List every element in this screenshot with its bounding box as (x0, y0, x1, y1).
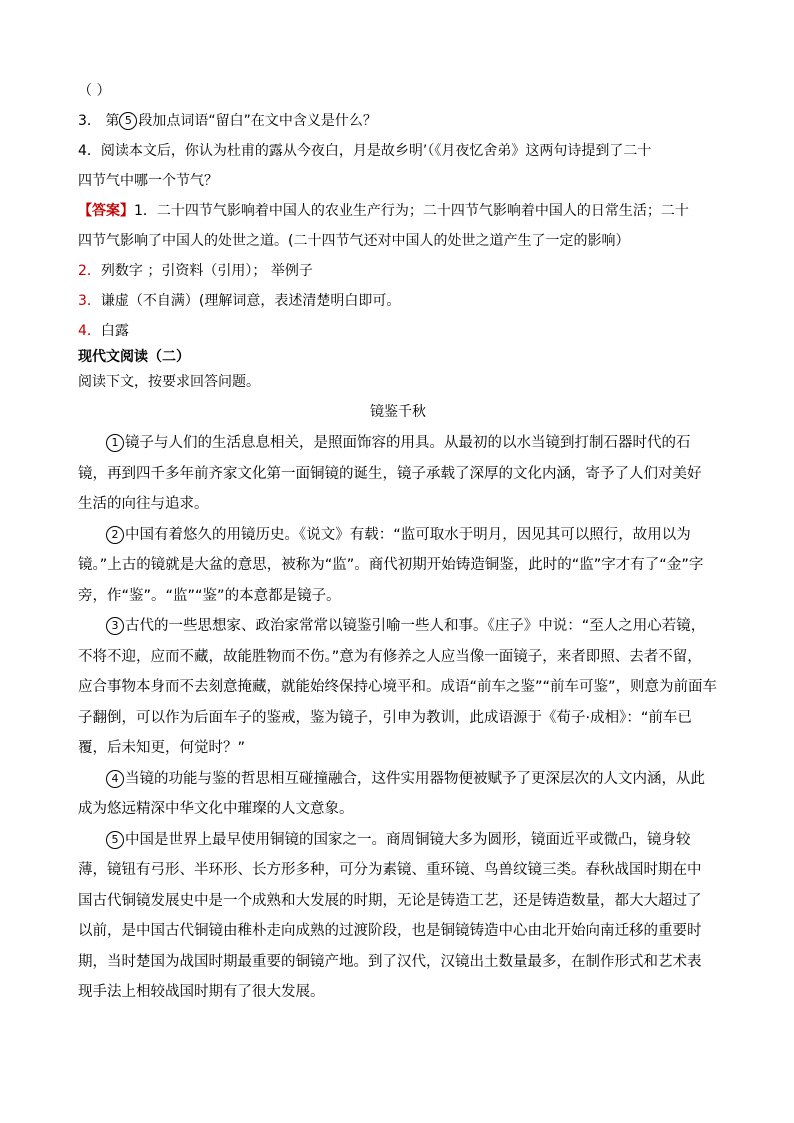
paragraph-text: 生活的向往与追求。 (78, 496, 209, 512)
paragraph-line (78, 764, 718, 795)
paragraph-text: 古代的一些思想家、政治家常常以镜鉴引喻一些人和事。《庄子》中说：“至人之用心若镜， (125, 618, 706, 634)
circled-number-1: 1 (106, 434, 124, 452)
article-paragraph (78, 520, 718, 612)
paragraph-line (78, 611, 718, 642)
paragraph-line (78, 489, 718, 520)
question-3-text: 段加点词语“留白”在文中含义是什么？ (138, 113, 377, 129)
paragraph-line (78, 672, 718, 703)
document-page (78, 76, 718, 1008)
paragraph-line (78, 916, 718, 947)
answer-1-line-1 (78, 196, 718, 226)
paragraph-text: 以前，是中国古代铜镜由稚朴走向成熟的过渡阶段，也是铜镜铸造中心由北开始向南迁移的重要时 (78, 923, 702, 939)
paragraph-line (78, 428, 718, 459)
paragraph-text: 国古代铜镜发展史中是一个成熟和大发展的时期，无论是铸造工艺，还是铸造数量，都大大超过了 (78, 892, 702, 909)
paragraph-text: 当镜的功能与鉴的哲思相互碰撞融合，这件实用器物便被赋予了更深层次的人文内涵，从此 (125, 770, 705, 787)
article-title: 镜鉴千秋 (370, 404, 426, 420)
answer-1-text: 二十四节气影响着中国人的农业生产行为；二十四节气影响着中国人的日常生活；二十 (156, 203, 689, 219)
paragraph-line (78, 977, 718, 1008)
question-4-line-2: 四节气中哪一个节气？ (78, 173, 218, 189)
question-4-text: 阅读本文后，你认为杜甫的露从今夜白，月是故乡明’（《月夜忆舍弟》这两句诗提到了二十 (100, 143, 652, 159)
paragraph-line (78, 520, 718, 551)
paragraph-text: 期，当时楚国为战国时期最重要的铜镜产地。到了汉代，汉镜出土数量最多，在制作形式和艺术表 (78, 953, 702, 970)
circled-number-3: 3 (106, 617, 124, 635)
answer-1-number: 1． (134, 203, 157, 219)
paragraph-text: 覆，后未知更，何觉时？” (78, 740, 246, 756)
paragraph-text: 薄，镜钮有弓形、半环形、长方形多种，可分为素镜、重环镜、鸟兽纹镜三类。春秋战国时期在中 (78, 862, 702, 878)
answer-4 (78, 316, 718, 346)
paragraph-line (78, 886, 718, 917)
answer-2 (78, 256, 718, 286)
question-3 (78, 106, 718, 136)
paragraph-line (78, 642, 718, 673)
question-3-prefix: 第 (100, 113, 120, 129)
answer-bracket: （ ） (78, 83, 111, 99)
paragraph-line (78, 703, 718, 734)
article-paragraph (78, 611, 718, 764)
article-paragraph (78, 764, 718, 825)
article-paragraph (78, 428, 718, 520)
paragraph-text: 镜子与人们的生活息息相关，是照面饰容的用具。从最初的以水当镜到打制石器时代的石 (125, 435, 691, 451)
circled-number-4: 4 (106, 770, 124, 788)
paragraph-line (78, 947, 718, 978)
paragraph-line (78, 733, 718, 764)
answer-3-number: 3． (78, 293, 101, 309)
answer-3-text: 谦虚（不自满）(理解词意，表述清楚明白即可。 (100, 293, 401, 309)
article-body (78, 428, 718, 1008)
section-heading: 现代文阅读（二） (78, 349, 190, 365)
paragraph-text: 应合事物本身而不去刻意掩藏，就能始终保持心境平和。成语“前车之鉴”“前车可鉴”，则意为前面车 (78, 679, 718, 695)
paragraph-line (78, 459, 718, 490)
answer-4-text: 白露 (100, 323, 129, 339)
question-3-number: 3． (78, 113, 101, 129)
paragraph-text: 中国有着悠久的用镜历史。《说文》有载：“监可取水于明月，因见其可以照行，故用以为 (125, 526, 691, 543)
section-instruction: 阅读下文，按要求回答问题。 (78, 374, 260, 390)
circled-number-5: 5 (106, 831, 124, 849)
paragraph-text: 现手法上相较战国时期有了很大发展。 (78, 984, 325, 1000)
paragraph-text: 子翻倒，可以作为后面车子的鉴戒，鉴为镜子，引申为教训，此成语源于《荀子·成相》：“前车已 (78, 709, 692, 726)
answer-4-number: 4． (78, 323, 101, 339)
paragraph-text: 旁，作“鉴”。“监”“鉴”的本意都是镜子。 (78, 587, 341, 604)
question-4-number: 4． (78, 143, 101, 159)
paragraph-line (78, 855, 718, 886)
circled-number-5: 5 (119, 112, 137, 130)
paragraph-line (78, 825, 718, 856)
answer-2-number: 2． (78, 263, 101, 279)
paragraph-text: 成为悠远精深中华文化中璀璨的人文意象。 (78, 801, 354, 817)
paragraph-text: 中国是世界上最早使用铜镜的国家之一。商周铜镜大多为圆形，镜面近平或微凸，镜身较 (125, 831, 691, 848)
circled-number-2: 2 (106, 526, 124, 544)
paragraph-text: 镜。”上古的镜就是大盆的意思，被称为“监”。商代初期开始铸造铜鉴，此时的“监”字才有了“金”字 (78, 557, 704, 573)
answer-2-text: 列数字 ；引资料（引用）； 举例子 (100, 263, 313, 279)
question-4-line-1 (78, 136, 718, 166)
paragraph-text: 不将不迎，应而不藏，故能胜物而不伤。”意为有修养之人应当像一面镜子，来者即照、去者不留， (78, 648, 702, 665)
answer-1-line-2: 四节气影响了中国人的处世之道。(二十四节气还对中国人的处世之道产生了一定的影响） (78, 233, 630, 249)
article-paragraph (78, 825, 718, 1008)
answer-label: 【答案】 (78, 203, 134, 219)
paragraph-line (78, 581, 718, 612)
answer-3 (78, 286, 718, 316)
paragraph-line (78, 794, 718, 825)
paragraph-text: 镜，再到四千多年前齐家文化第一面铜镜的诞生，镜子承载了深厚的文化内涵，寄予了人们对美好 (78, 465, 702, 482)
paragraph-line (78, 550, 718, 581)
